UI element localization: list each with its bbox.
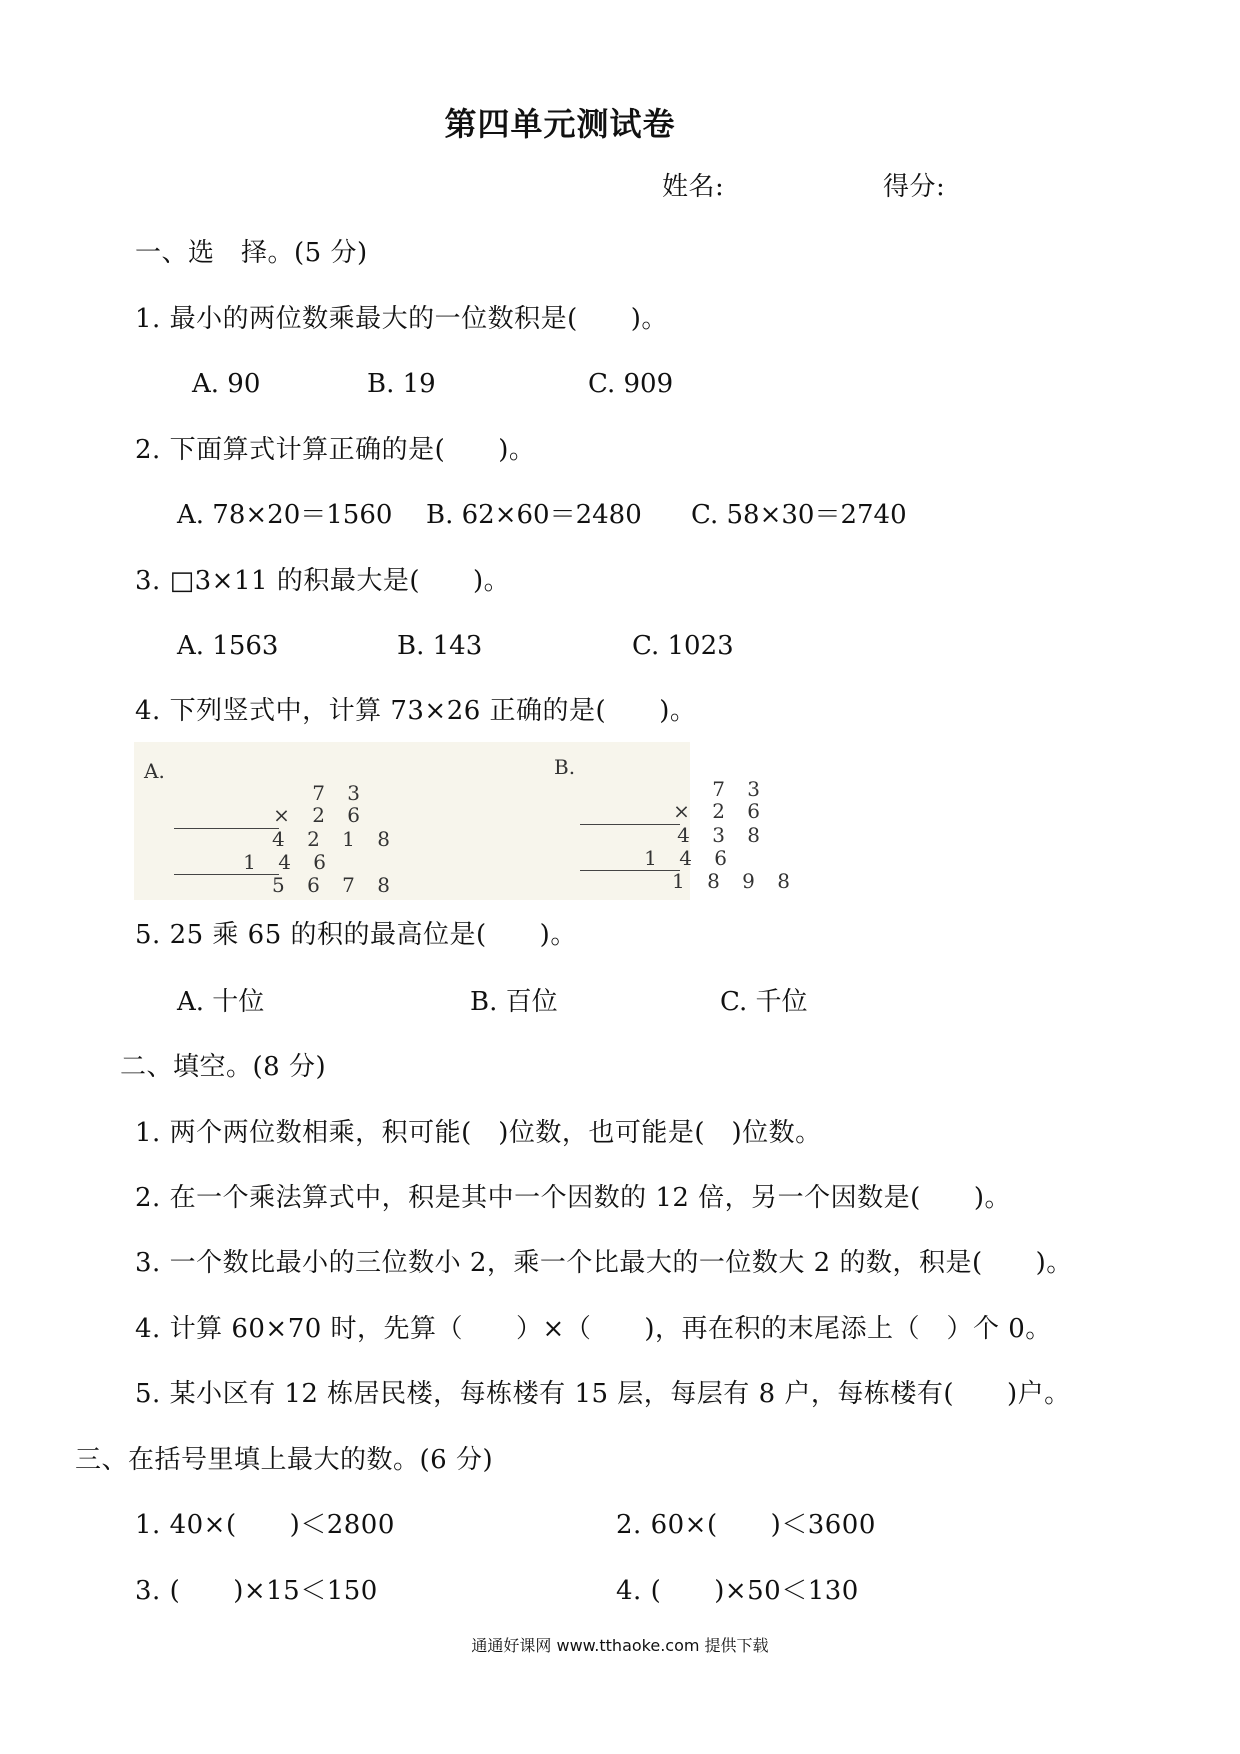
question-3-2: 2. 60×( )＜3600 xyxy=(616,1510,876,1540)
question-2-4: 4. 计算 60×70 时，先算（ ）×（ )，再在积的末尾添上（ ）个 0。 xyxy=(135,1314,1052,1344)
option-1-3-a: A. 1563 xyxy=(177,631,279,661)
option-1-2-b: B. 62×60＝2480 xyxy=(426,500,642,530)
option-1-1-b: B. 19 xyxy=(367,369,436,399)
option-1-5-a: A. 十位 xyxy=(177,987,265,1017)
vertical-b-row-4: 1 4 6 xyxy=(644,846,735,870)
question-3-3: 3. ( )×15＜150 xyxy=(135,1576,378,1606)
question-1-1: 1. 最小的两位数乘最大的一位数积是( )。 xyxy=(135,304,668,334)
vertical-a-row-4: 1 4 6 xyxy=(243,850,334,874)
section-2-heading: 二、填空。(8 分) xyxy=(120,1052,327,1082)
vertical-b-row-2: × 2 6 xyxy=(673,799,768,823)
exam-title: 第四单元测试卷 xyxy=(444,105,676,143)
option-1-3-b: B. 143 xyxy=(397,631,483,661)
question-1-2: 2. 下面算式计算正确的是( )。 xyxy=(135,435,536,465)
section-1-heading: 一、选 择。(5 分) xyxy=(135,238,368,268)
vertical-b-line-1 xyxy=(580,824,680,825)
vertical-a-row-5: 5 6 7 8 xyxy=(272,873,398,897)
option-1-5-b: B. 百位 xyxy=(470,987,558,1017)
question-2-3: 3. 一个数比最小的三位数小 2，乘一个比最大的一位数大 2 的数，积是( )。 xyxy=(135,1248,1073,1278)
option-1-5-c: C. 千位 xyxy=(720,987,808,1017)
vertical-a-row-3: 4 2 1 8 xyxy=(272,827,398,851)
question-1-5: 5. 25 乘 65 的积的最高位是( )。 xyxy=(135,920,577,950)
vertical-b-row-3: 4 3 8 xyxy=(677,823,768,847)
vertical-a-row-1: 7 3 xyxy=(312,781,368,805)
option-1-3-c: C. 1023 xyxy=(632,631,734,661)
vertical-a-row-2: × 2 6 xyxy=(273,803,368,827)
name-label: 姓名: xyxy=(662,172,725,202)
option-1-1-a: A. 90 xyxy=(192,369,261,399)
vertical-a-line-1 xyxy=(174,828,279,829)
score-label: 得分: xyxy=(883,172,946,202)
question-3-4: 4. ( )×50＜130 xyxy=(616,1576,859,1606)
question-2-1: 1. 两个两位数相乘，积可能( )位数，也可能是( )位数。 xyxy=(135,1118,822,1148)
vertical-b-label: B. xyxy=(554,755,576,779)
vertical-b-line-2 xyxy=(580,870,680,871)
question-2-5: 5. 某小区有 12 栋居民楼，每栋楼有 15 层，每层有 8 户，每栋楼有( )户。 xyxy=(135,1379,1071,1409)
option-1-1-c: C. 909 xyxy=(588,369,674,399)
question-1-3: 3. □3×11 的积最大是( )。 xyxy=(135,566,511,596)
vertical-a-line-2 xyxy=(174,874,279,875)
question-3-1: 1. 40×( )＜2800 xyxy=(135,1510,395,1540)
vertical-b-row-5: 1 8 9 8 xyxy=(672,869,798,893)
vertical-a-label: A. xyxy=(144,759,165,783)
vertical-b-row-1: 7 3 xyxy=(712,777,768,801)
option-1-2-c: C. 58×30＝2740 xyxy=(691,500,907,530)
option-1-2-a: A. 78×20＝1560 xyxy=(177,500,393,530)
section-3-heading: 三、在括号里填上最大的数。(6 分) xyxy=(75,1445,494,1475)
footer-credit: 通通好课网 www.tthaoke.com 提供下载 xyxy=(471,1636,769,1655)
question-2-2: 2. 在一个乘法算式中，积是其中一个因数的 12 倍，另一个因数是( )。 xyxy=(135,1183,1011,1213)
vertical-multiplication-panel xyxy=(134,742,798,900)
question-1-4: 4. 下列竖式中，计算 73×26 正确的是( )。 xyxy=(135,696,697,726)
